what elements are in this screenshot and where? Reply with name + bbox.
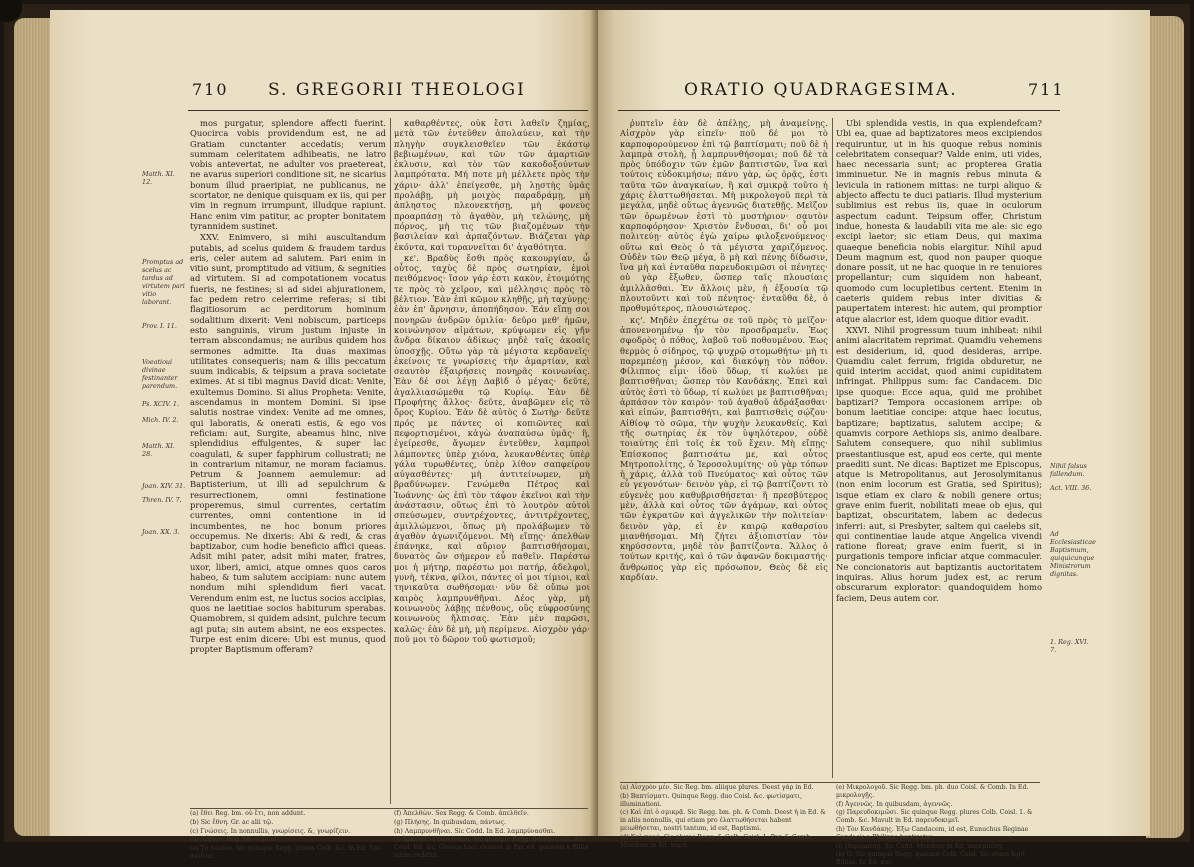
margin-note: Matth. XI. 28. — [142, 442, 175, 458]
footnote: (b) Sic ἔθνη. Gr. ac alii τῷ. — [190, 818, 274, 826]
footnote: (h) Λαμπρυνθῆναι. Sic Codd. In Ed. λαμπρύνασθαι. — [394, 827, 556, 835]
header-rule — [188, 110, 588, 111]
margin-note: Nihil falsus fallendum. — [1050, 462, 1087, 478]
footnote: (k) Ὁ. Sic quinque Regg. quatuor Colb. Coisl. Sic etiam legit Billius. In Ed. καί. — [836, 851, 1026, 867]
footnote: (d) Αὔριον. Reg. bh. αὔριον. — [190, 836, 279, 844]
footnote: (e) Μικρολογοῦ. Sic Regg. bm. ph. duo Coisl. & Comb. In Ed. μικρολογῇς. — [836, 784, 1029, 799]
footnote: (b) Βαπτίσματι. Quinque Regg. duo Coisl. &c. φωτίσματι, illuminationi. — [620, 792, 802, 808]
page-number-left: 710 — [192, 80, 229, 99]
latin-paragraph: XXVI. Nihil progressum tuum inhibeat: nihil animi alacritatem reprimat. Quamdiu vehemens est desiderium, id, quod desideras, arripe. Quamdiu calet ferrum, frigida obduretur, ne quid interim accidat, quod animi cupiditatem infringat. Philippus sum: fac Candacem. Dic ipse quoque: Ecce aqua, quid me prohibet baptizari? Tempora occasionem arripe: ob bonum laetitiae concipe: atque haec locutus, baptizare; baptizatus, salutem accipe; & quamvis corpore Aethiops sis, animo dealbare. Salutem consequere, quo nihil sublimius praestantiusque est, apud eos certe, qui mente praediti sunt. Ne dicas: Baptizet me Episcopus, atque is Metropolitanus, aut Jerosolymitanus (non enim locorum est Gratia, sed Spiritus); isque etiam ex claro & nobili genere ortus; grave enim fuerit, nobilitati meae ob ejus, qui baptizat, obscuritatem, labem ac dedecus inferri: aut, si Presbyter, saltem qui caelebs sit, qui continentiae laude atque Angelica vivendi ratione floreat; grave enim fuerit, si in purgationis tempore inficiar atque commaculer. Ne concionatoris aut baptizantis auctoritatem inquiras. Alius horum judex est, ac rerum obscurarum explorator: quandoquidem homo faciem, Deus autem cor. — [836, 324, 1042, 603]
footnote: (d) Καὶ παρά. Sic plures Regg. & Colb. Coisl. 1. Par. & Comb. Mendose in Ed. παρά. — [620, 833, 813, 849]
footnote: (a) ἔθει Reg. bm. οὐ ἔτι, non addunt. — [190, 810, 306, 817]
footnote: (a) Αἰσχρὸν μέν. Sic Reg. bm. aliique plures. Deest γὰρ in Ed. — [620, 784, 814, 791]
margin-note: Ad Ecclesiasticae Baptismum, quiquicunque Ministrorum dignitas. — [1050, 530, 1096, 578]
footnote: (i) Παρεμπέσῃ. Sic Codd. Mendose in Ed. παρεμπέσῃ. — [836, 842, 1004, 850]
footnote-rule — [190, 808, 588, 809]
greek-paragraph: καθαρθέντες, οὐκ ἔστι λαθεῖν ζημίας, μετὰ τῶν ἐντεῦθεν ἀπολαύειν, καὶ τὴν πληγὴν συγκλεισθεῖεν τῶν ἑκάστῳ βεβιωμένων, καὶ τῶν τῶν ἁμαρτιῶν ἐκλυσιν, καὶ τὸν τῶν κακοδοξούντων λαμπρότατα. Μή ποτε μὴ μέλλετε πρὸς τὴν χάριν· ἀλλ' ἐπείγεσθε, μὴ λῃστὴς ὑμᾶς προλάβῃ, μὴ μοιχὸς παραδράμῃ, μὴ ἀπληστος πλεονεκτήσῃ, μὴ φονεὺς προαρπάσῃ τὸ ἀγαθὸν, μὴ τελώνης, μὴ πόρνος, μὴ τις τῶν βιαζομένων τὴν βασιλείαν καὶ ἁρπαζόντων. Βιάζεται γὰρ ἐκόντα, καὶ τυραννεῖται δι' ἀγαθότητα. — [394, 118, 590, 252]
margin-note: Joan. XX. 3. — [142, 528, 180, 536]
footnotes-left-col — [620, 784, 828, 849]
footnote: (e) Τὸ λοιπόν. Sic quinque Regg. plures Colb. &c. In Ed. Τὸν ἀνιέναι. — [190, 845, 381, 860]
margin-note: Act. VIII. 36. — [1050, 484, 1092, 492]
greek-column — [620, 118, 828, 778]
margin-note: Thren. IV. 7. — [142, 496, 182, 504]
column-divider — [832, 118, 833, 778]
right-page-header — [598, 80, 1150, 106]
footnote: (f) Ἀγεννῶς. In quibusdam, ἀγεννῶς. — [836, 800, 953, 808]
footnotes-left-col — [190, 810, 386, 860]
column-divider — [390, 118, 391, 804]
margin-note: Matth. XI. 12. — [142, 170, 175, 186]
right-page-edges — [1146, 16, 1184, 838]
footnote-rule — [620, 782, 1040, 783]
left-page-header — [50, 80, 598, 106]
right-page — [598, 10, 1150, 867]
latin-column — [190, 118, 386, 806]
greek-paragraph: κς'. Μηδὲν ἐπεχέτω σε τοῦ πρὸς τὸ μεῖζον· ἀπονενοημένῳ ἦν τὸν προσδραμεῖν. Ἐως σφοδρὸς ὁ πόθος, λαβοῦ τοῦ ποθουμένου. Ἐως θερμὸς ὁ σίδηρος, τῷ ψυχρῷ στομωθήτω· μὴ τι παρεμπέσῃ μέσον, καὶ διακόψῃ τὸν πόθον. Φίλιππος εἶμι· ἰδοὺ ὕδωρ, τί κωλύει με βαπτισθῆναι; ὥσπερ τὸν Κανδάκης. Ἐπεὶ καὶ αὐτὸς ἐστὶ τὸ ὕδωρ, τί κωλύει με βαπτισθῆναι; ἀρπάσον τὸν καιρὸν· τοῦ ἀγαθοῦ ἀδράξασθαι· καὶ εἰπών, βαπτισθήτι, καὶ βαπτισθεὶς σῴζου· Αἰθίοψ τὸ σῶμα, τὴν ψυχὴν λευκανθείς. Καὶ τῆς σωτηρίας ἐκ τὸν ὑψηλότερον, οὐδὲ τοιαύτης ἐπὶ τοῖς ἐκ τοῦ ἔχειν. Μὴ εἴπῃς· Ἐπίσκοπος βαπτισάτω με, καὶ οὗτος Μητροπολίτης, ὁ Ἱεροσολυμίτης· οὐ γὰρ τόπων ἡ χάρις, ἀλλὰ τοῦ Πνεύματος· καὶ οὗτος τῶν εὖ γεγονότων· δεινὸν γὰρ, εἰ τῷ βαπτίζοντι τὸ εὐγενὲς μου καθυβρισθήσεται· ἢ πρεσβύτερος μὲν, ἀλλὰ καὶ οὗτος τῶν ἀγάμων, καὶ οὗτος τῶν ἐγκρατῶν καὶ ἀγγελικῶν τὴν πολιτείαν· δεινὸν γὰρ, εἰ ἐν καιρῷ καθαρσίου μιανθήσομαι. Μὴ ζήτει ἀξιοπιστίαν τὸν κηρύσσοντα, μηδὲ τὸν βαπτίζοντα. Ἄλλος ὁ τούτων κριτής, καὶ ὁ τῶν ἀφανῶν δοκιμαστής· ἄνθρωπος γὰρ εἰς πρόσωπον, Θεὸς δὲ εἰς καρδίαν. — [620, 314, 828, 583]
footnote: (i) Ἀρκεσθεὶς τῶν δεῦρο. Sic quinque Regg. decem Colb. duo Coisl. Ed. &c. Graeca haec desiunt in Par. ed. quamvis e Billio latine reddita. — [394, 836, 589, 859]
footnote: (c) Καὶ ἐπὶ ὁ σμικρᾷ. Sic Regg. bm. ph. & Comb. Deest ἡ in Ed. & in aliis nonnullis, qui etiam pro ἐλαττωθήσεται habent μειωθήσεται, nostri tantum, id est, Baptismi. — [620, 809, 826, 832]
footnote: (c) Γνώσεις. In nonnullis, γνωρίσεις. &, γνωρίζειν. — [190, 827, 351, 835]
latin-paragraph: Ubi splendida vestis, in qua explendefcam? Ubi ea, quae ad baptizatores meos excipiendos requiruntur, ut in his quoque rebus nominis celebritatem consequar? Valde enim, uti vides, haec necessaria sunt; ac propterea Gratia imminuetur. Ne in magnis rebus minuta & levicula in rationem mittas: ne turpi aliquo & abjecto affectu te duci patiaris. Illud mysterium sublimius est rebus iis, quae in oculorum aspectum cadunt. Teipsum offer, Christum indue, honesta & laudabili vita me ale: sic ego excipi laetor; sic etiam Deus, qui maxima quaeque beneficia nobis elargitur. Nihil apud Deum magnum est, quod non pauper quoque donare possit, ut ne hac quoque in re tenuiores propellantur; cum siquidem non habeant, quomodo cum locupletibus certent. Etenim in caeteris quidem rebus inter divitias & paupertatem interest: hic autem, qui promptior atque alacrior est, idem quoque ditior evadit. — [836, 118, 1042, 324]
margin-note: Voeatioui divinae festinanter parendum. — [142, 358, 178, 390]
footnote: (g) Πλήσης. In quibusdam, πάντως. — [394, 818, 506, 826]
footnotes-right-col — [394, 810, 590, 859]
footnote: (h) Τὸν Κανδάκης. Ἐξω Candacem, id est, Eunuchus Reginae Candacis a Philippo baptizatus. — [836, 825, 1029, 841]
latin-paragraph: mos purgatur, splendore affecti fuerint. Quocirca vobis providendum est, ne ad Gratiam cunctanter accedatis; verum summam celeritatem adhibeatis, ne latro vobis antevertat, ne adulter vos praetereat, ne avarus superiori conditione sit, ne sicarius bonum illud praeripiat, ne publicanus, ne scortator, ne denique quisquam ex iis, qui per vim in regnum irrumpunt, illudque rapiunt. Hanc enim vim patitur, ac propter bonitatem tyrannidem sustinet. — [190, 118, 386, 231]
greek-paragraph: ῥυπτεῖν ἐὰν δὲ ἀπέλῃς, μὴ ἀναμείνῃς. Αἰσχρὸν γὰρ εἰπεῖν· ποῦ δέ μοι τὸ καρποφορούμενον ἐπὶ τῷ βαπτίσματι; ποῦ δὲ ἡ λαμπρὰ στολὴ, ᾗ λαμπρυνθήσομαι; ποῦ δὲ τὰ πρὸς ὑπόδοχιν τῶν ἐμῶν βαπτιστῶν, ἵνα καὶ τούτοις εὐδοκιμήσω; πάνυ γὰρ, ὡς ὁρᾷς, ἐστι ταῦτα τῶν ἀναγκαίων, ἢ καὶ σμικρᾷ τοῦτο ἡ χάρις ἐλαττωθήσεται. Μὴ μικρολογοῦ περὶ τὰ μεγάλα, μηδὲ οὕτως ἀγεννῶς διατεθῇς. Μεῖζον τῶν ὁρωμένων ἐστὶ τὸ μυστήριον· σαυτὸν καρποφόρησον· Χριστὸν ἔνδυσαι, δι' οὗ μοι πολιτεύῃ· αὐτὸς ἐγὼ χαίρω φιλοξενούμενος· οὕτω καὶ Θεὸς ὁ τὰ μέγιστα χαριζόμενος. Οὐδὲν τῶν Θεῷ μέγα, ὃ μὴ καὶ πένης δίδωσιν, ἵνα μὴ καὶ ἐνταῦθα παρευδοκιμῶσι οἱ πένητες· οὐ γὰρ ἔξωθεν, ὥσπερ ταῖς πλουσίαις ἀμιλλᾶσθαι. Ἐν ἄλλοις μὲν, ἡ ἐξουσία τῷ πλουτοῦντι καὶ τοῦ πένητος· ἐνταῦθα δὲ, ὁ προθυμότερος, πλουσιώτερος. — [620, 118, 828, 314]
header-rule — [618, 110, 1060, 111]
margin-note: Promptus ad scelus ac tardus ad virtutem pari vitio laborant. — [142, 258, 185, 306]
page-number-right: 711 — [1028, 80, 1065, 99]
footnote: (f) Ἀπελθὼν. Sex Regg. & Comb. ἀπελθεῖν. — [394, 810, 529, 817]
running-head-right: ORATIO QUADRAGESIMA. — [684, 80, 958, 100]
greek-column — [394, 118, 590, 804]
margin-note: Prov. I. 11. — [142, 322, 177, 330]
latin-column — [836, 118, 1042, 778]
footnote: (g) Παρευδοκιμῶσι. Sic quinque Regg. plures Colb. Coisl. 1. & Comb. &c. Mavult in Ed. παρευδοκιμεῖ. — [836, 809, 1033, 825]
footnotes-right-col — [836, 784, 1042, 867]
greek-paragraph: κε'. Βραδὺς ἔσθι πρὸς κακουργίαν, ὦ οὗτος, ταχὺς δὲ πρὸς σωτηρίαν, ἐμοὶ πειθόμενος· ἴσον γάρ ἐστι κακὸν, ἑτοιμότης τε πρὸς τὸ χεῖρον, καὶ μέλλησις πρὸς τὸ βέλτιον. Ἐὰν ἐπὶ κῶμον κληθῇς, μὴ ταχύνῃς· ἐὰν ἐπ' ἄρνησιν, ἀποπήδησον. Ἐάν εἴπῃ σοι πονηρῶν ἀνδρῶν ὁμιλία· δεῦρο μεθ' ἡμῶν, κοινώνησον αἱμάτων, κρύψωμεν εἰς γῆν ἄνδρα δίκαιον ἀδίκως· μηδὲ ταῖς ἀκοαῖς ὑποσχῇς. Οὕτω γὰρ τὰ μέγιστα κερδανεῖς· ἐκείνοις τε γνωρίσεις τὴν ἁμαρτίαν, καὶ σεαυτὸν ἐξαιρήσεις πονηρᾶς κοινωνίας. Ἐὰν δέ σοι λέγῃ Δαβὶδ ὁ μέγας· δεῦτε, ἀγαλλιασώμεθα τῷ Κυρίῳ. Ἐὰν δὲ Προφήτης ἄλλος· δεῦτε, ἀναβῶμεν εἰς τὸ ὄρος Κυρίου. Ἐὰν δὲ αὐτὸς ὁ Σωτὴρ· δεῦτε πρός με πάντες οἱ κοπιῶντες καὶ πεφορτισμένοι, κἀγὼ ἀναπαύσω ὑμᾶς· ἢ, ἐγείρεσθε, ἄγωμεν ἐντεῦθεν, λαμπροὶ λάμποντες ὑπὲρ χιόνα, λευκανθέντες ὑπὲρ γάλα τυρωθέντες, ὑπὲρ λίθον σαπφείρου αὐγασθέντες· μὴ ἀντιτείνωμεν, μὴ βραδύνωμεν. Γενώμεθα Πέτρος καὶ Ἰωάννης· ὡς ἐπὶ τὸν τάφον ἐκεῖνοι καὶ τὴν ἀνάστασιν, οὕτως ἐπὶ τὸ λουτρὸν αὐτοὶ σπεύσωμεν, συντρέχοντες, ἀντιτρέχοντες, ἁμιλλώμενοι, ὅπως μὴ προλάβωμεν τὸ ἀγαθὸν ἀγωνιζόμενοι. Μὴ εἴπῃς· ἀπελθὼν ἐπάνηκε, καὶ αὔριον βαπτισθήσομαι, δυνατὸς ὢν σήμερον εὖ παθεῖν. Παρέστω μοι ἡ μήτηρ, παρέστω μοι πατήρ, ἀδελφοὶ, γυνὴ, τέκνα, φίλοι, πάντες οἱ μοι τίμιοι, καὶ τηνικαῦτα σωθήσομαι· νῦν δὲ οὔπω μοι καιρὸς λαμπρυνθῆναι. Δέος γὰρ, μὴ κοινωνοὺς λάβῃς πένθους, οὓς εὐφροσύνης κοινωνοὺς ἤλπισας. Ἐὰν μὲν παρῶσι, καλῶς· ἐὰν δὲ μὴ, μὴ περίμενε. Αἰσχρὸν γάρ· ποῦ μοι τὸ δῶρον τοῦ φωτισμοῦ; — [394, 252, 590, 644]
margin-note: Joan. XIV. 31. — [142, 482, 186, 490]
left-page — [50, 10, 598, 860]
running-head-left: S. GREGORII THEOLOGI — [268, 80, 526, 100]
margin-note: Mich. IV. 2. — [142, 416, 179, 424]
margin-note: Ps. XCIV. 1. — [142, 400, 179, 408]
margin-note: 1. Reg. XVI. 7. — [1050, 638, 1089, 654]
latin-paragraph: XXV. Enimvero, si mihi auscultandum putabis, ad scelus quidem & fraudem tardus eris, celer autem ad salutem. Pari enim in vitio sunt, promptitudo ad vitium, & segnities ad virtutem. Si ad compotationem vocatus fueris, ne festines; si ad sidei abjurationem, fac pedem retro celerrime referas; si tibi flagitiosorum ac perditorum hominum sodalitium dixerit: Veni nobiscum, particeps esto sanguinis, virum justum injuste in terram abscondamus; ne auribus quidem hos sermones admitte. Ita duas maximas utilitates consequeris; nam & illis peccatum suum indicabis, & teipsum a prava societate eximes. At si tibi magnus David dicat: Venite, exultemus Domino. Si alius Propheta: Venite, ascendamus in montem Domini. Si ipse salutis nostrae vindex: Venite ad me omnes, qui laboratis, & onerati estis, & ego vos reficiam: aut, Surgite, abeamus hinc, nive splendidius effulgentes, & super lac coagulati, & super fapphirum collustrati; ne in contrarium nitamur, ne moram faciamus. Petrum & Joannem aemulemur: ad Baptisterium, ut illi ad sepulchrum & resurrectionem, omni festinatione properemus, simul currentes, certatim currentes, omni contentione in id incumbentes, ne hoc bonum priores occupemus. Ne dixeris: Abi & redi, & cras baptizabor, cum hodie beneficio affici queas. Adsit mihi pater, adsit mihi mater, fratres, uxor, liberi, amici, atque omnes quos caros habeo, & tum salutem accipiam: nunc autem nondum mihi splendidum fieri vacat. Verendum enim est, ne luctus socios accipias, quos ne laetitiae socios habiturum sperabas. Quamobrem, si quidem adsint, pulchre tecum agi puta; sin autem absint, ne eos exspectes. Turpe est enim dicere: Ubi est munus, quod propter Baptismum offeram? — [190, 232, 386, 655]
